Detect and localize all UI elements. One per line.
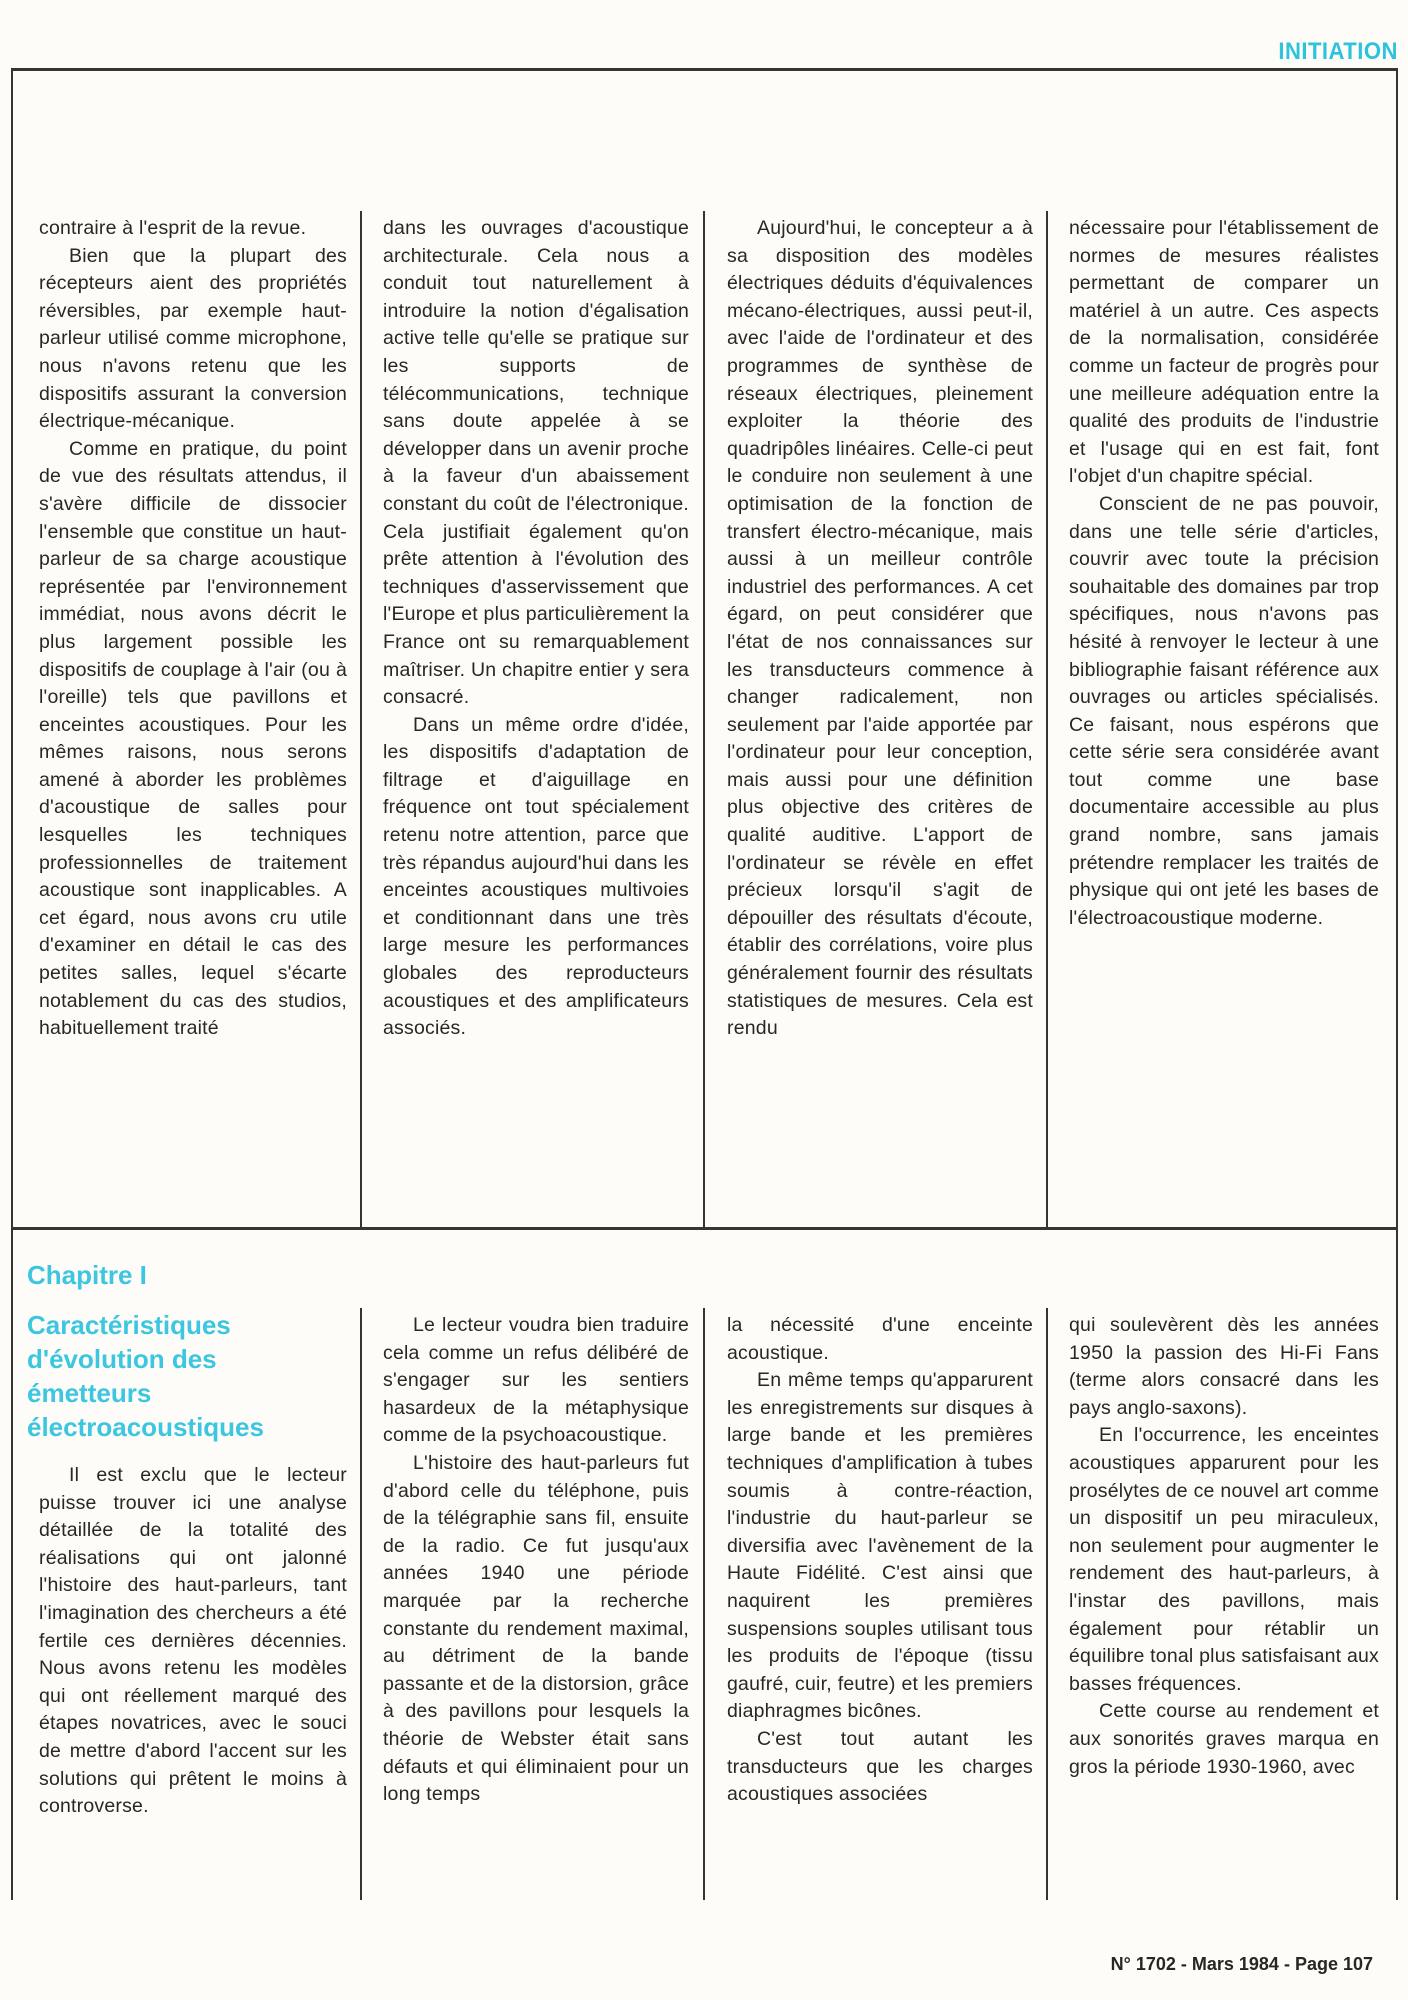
paragraph: En l'occurrence, les enceintes acoustiques apparurent pour les prosélytes de ce nouvel art comme un dispositif un peu miraculeux, non seulement pour augmenter le rendement des haut-parleurs, à l'instar des pavillons, mais également pour rétablir un équilibre tonal plus satisfaisant aux basses fréquences. <box>1069 1424 1379 1695</box>
paragraph: L'histoire des haut-parleurs fut d'abord celle du téléphone, puis de la télégraphie sans fil, ensuite de la radio. Ce fut jusqu'aux années 1940 une période marquée par la recherche constante du rendement maximal, au détriment de la bande passante et de la distorsion, grâce à des pavillons pour lesquels la théorie de Webster était sans défauts et qui éliminaient pour un long temps <box>383 1451 689 1806</box>
column-divider <box>1046 1308 1048 1900</box>
paragraph: En même temps qu'apparurent les enregistrements sur disques à large bande et les premières techniques d'amplification à tubes soumis à contre-réaction, l'industrie du haut-parleur se diversifia avec l'avènement de la Haute Fidélité. C'est ainsi que naquirent les premières suspensions souples utilisant tous les produits de l'époque (tissu gaufré, cuir, feutre) et les premiers diaphragmes bicônes. <box>727 1369 1033 1723</box>
paragraph: contraire à l'esprit de la revue. <box>39 217 307 239</box>
chapter-column-1 <box>39 1462 347 1821</box>
paragraph: Cette course au rendement et aux sonorités graves marqua en gros la période 1930-1960, avec <box>1069 1700 1379 1778</box>
page-footer: N° 1702 - Mars 1984 - Page 107 <box>1110 1954 1373 1974</box>
column-divider <box>1046 211 1048 1227</box>
column-divider <box>703 1308 705 1900</box>
intro-column-2 <box>383 215 689 1043</box>
chapter-box <box>11 1230 1398 1900</box>
intro-box <box>11 68 1398 1230</box>
paragraph: qui soulevèrent dès les années 1950 la passion des Hi-Fi Fans (terme alors consacré dans les pays anglo-saxons). <box>1069 1314 1379 1419</box>
chapter-column-3 <box>727 1312 1033 1809</box>
chapter-label: Chapitre I <box>27 1260 147 1290</box>
paragraph: Comme en pratique, du point de vue des résultats attendus, il s'avère difficile de dissocier l'ensemble que constitue un haut-parleur de sa charge acoustique représentée par l'environnement immédiat, nous avons décrit le plus largement possible les dispositifs de couplage à l'air (ou à l'oreille) tels que pavillons et enceintes acoustiques. Pour les mêmes raisons, nous serons amené à aborder les problèmes d'acoustique de salles pour lesquelles les techniques professionnelles de traitement acoustique sont inapplicables. A cet égard, nous avons cru utile d'examiner en détail le cas des petites salles, lequel s'écarte notablement du cas des studios, habituellement traité <box>39 437 347 1040</box>
section-label: INITIATION <box>1278 38 1398 65</box>
chapter-column-2 <box>383 1312 689 1809</box>
intro-column-3 <box>727 215 1033 1043</box>
chapter-column-4 <box>1069 1312 1379 1781</box>
chapter-title: Caractéristiques d'évolution des émetteurs électroacoustiques <box>27 1310 264 1442</box>
paragraph: Il est exclu que le lecteur puisse trouver ici une analyse détaillée de la totalité des réalisations qui ont jalonné l'histoire des haut-parleurs, tant l'imagination des chercheurs a été fertile ces dernières décennies. Nous avons retenu les modèles qui ont réellement marqué des étapes novatrices, avec le souci de mettre d'abord l'accent sur les solutions qui prêtent le moins à controverse. <box>39 1464 347 1818</box>
paragraph: nécessaire pour l'établissement de normes de mesures réalistes permettant de comparer un matériel à un autre. Ces aspects de la normalisation, considérée comme un facteur de progrès pour une meilleure adéquation entre la qualité des produits de l'industrie et l'usage qui en est fait, font l'objet d'un chapitre spécial. <box>1069 217 1379 488</box>
paragraph: C'est tout autant les transducteurs que les charges acoustiques associées <box>727 1727 1033 1806</box>
paragraph: Aujourd'hui, le concepteur a à sa disposition des modèles électriques déduits d'équivalences mécano-électriques, aussi peut-il, avec l'aide de l'ordinateur et des programmes de synthèse de réseaux électriques, pleinement exploiter la théorie des quadripôles linéaires. Celle-ci peut le conduire non seulement à une optimisation de la fonction de transfert électro-mécanique, mais aussi à un meilleur contrôle industriel des performances. A cet égard, on peut considérer que l'état de nos connaissances sur les transducteurs commence à changer radicalement, non seulement par l'aide apportée par l'ordinateur pour leur conception, mais aussi pour une définition plus objective des critères de qualité auditive. L'apport de l'ordinateur se révèle en effet précieux lorsqu'il s'agit de dépouiller des résultats d'écoute, établir des corrélations, voire plus généralement fournir des résultats statistiques de mesures. Cela est rendu <box>727 217 1033 1040</box>
intro-column-4 <box>1069 215 1379 932</box>
column-divider <box>360 1308 362 1900</box>
column-divider <box>703 211 705 1227</box>
paragraph: Conscient de ne pas pouvoir, dans une telle série d'articles, couvrir avec toute la précision souhaitable des domaines par trop spécifiques, nous n'avons pas hésité à renvoyer le lecteur à une bibliographie faisant référence aux ouvrages ou articles spécialisés. Ce faisant, nous espérons que cette série sera considérée avant tout comme une base documentaire accessible au plus grand nombre, sans jamais prétendre remplacer les traités de physique qui ont jeté les bases de l'électroacoustique moderne. <box>1069 492 1379 929</box>
paragraph: Le lecteur voudra bien traduire cela comme un refus délibéré de s'engager sur les sentiers hasardeux de la métaphysique comme de la psychoacoustique. <box>383 1314 689 1447</box>
paragraph: la nécessité d'une enceinte acoustique. <box>727 1314 1033 1364</box>
paragraph: Dans un même ordre d'idée, les dispositifs d'adaptation de filtrage et d'aiguillage en fréquence ont tout spécialement retenu notre attention, parce que très répandus aujourd'hui dans les enceintes acoustiques multivoies et conditionnant dans une très large mesure les performances globales des reproducteurs acoustiques et des amplificateurs associés. <box>383 713 689 1040</box>
intro-column-1 <box>39 215 347 1043</box>
paragraph: dans les ouvrages d'acoustique architecturale. Cela nous a conduit tout naturellement à introduire la notion d'égalisation active telle qu'elle se pratique sur les supports de télécommunications, technique sans doute appelée à se développer dans un avenir proche à la faveur d'un abaissement constant du coût de l'électronique. Cela justifiait également qu'on prête attention à l'évolution des techniques d'asservissement que l'Europe et plus particulièrement la France ont su remarquablement maîtriser. Un chapitre entier y sera consacré. <box>383 217 689 709</box>
column-divider <box>360 211 362 1227</box>
paragraph: Bien que la plupart des récepteurs aient des propriétés réversibles, par exemple haut-parleur utilisé comme microphone, nous n'avons retenu que les dispositifs assurant la conversion électrique-mécanique. <box>39 244 347 433</box>
